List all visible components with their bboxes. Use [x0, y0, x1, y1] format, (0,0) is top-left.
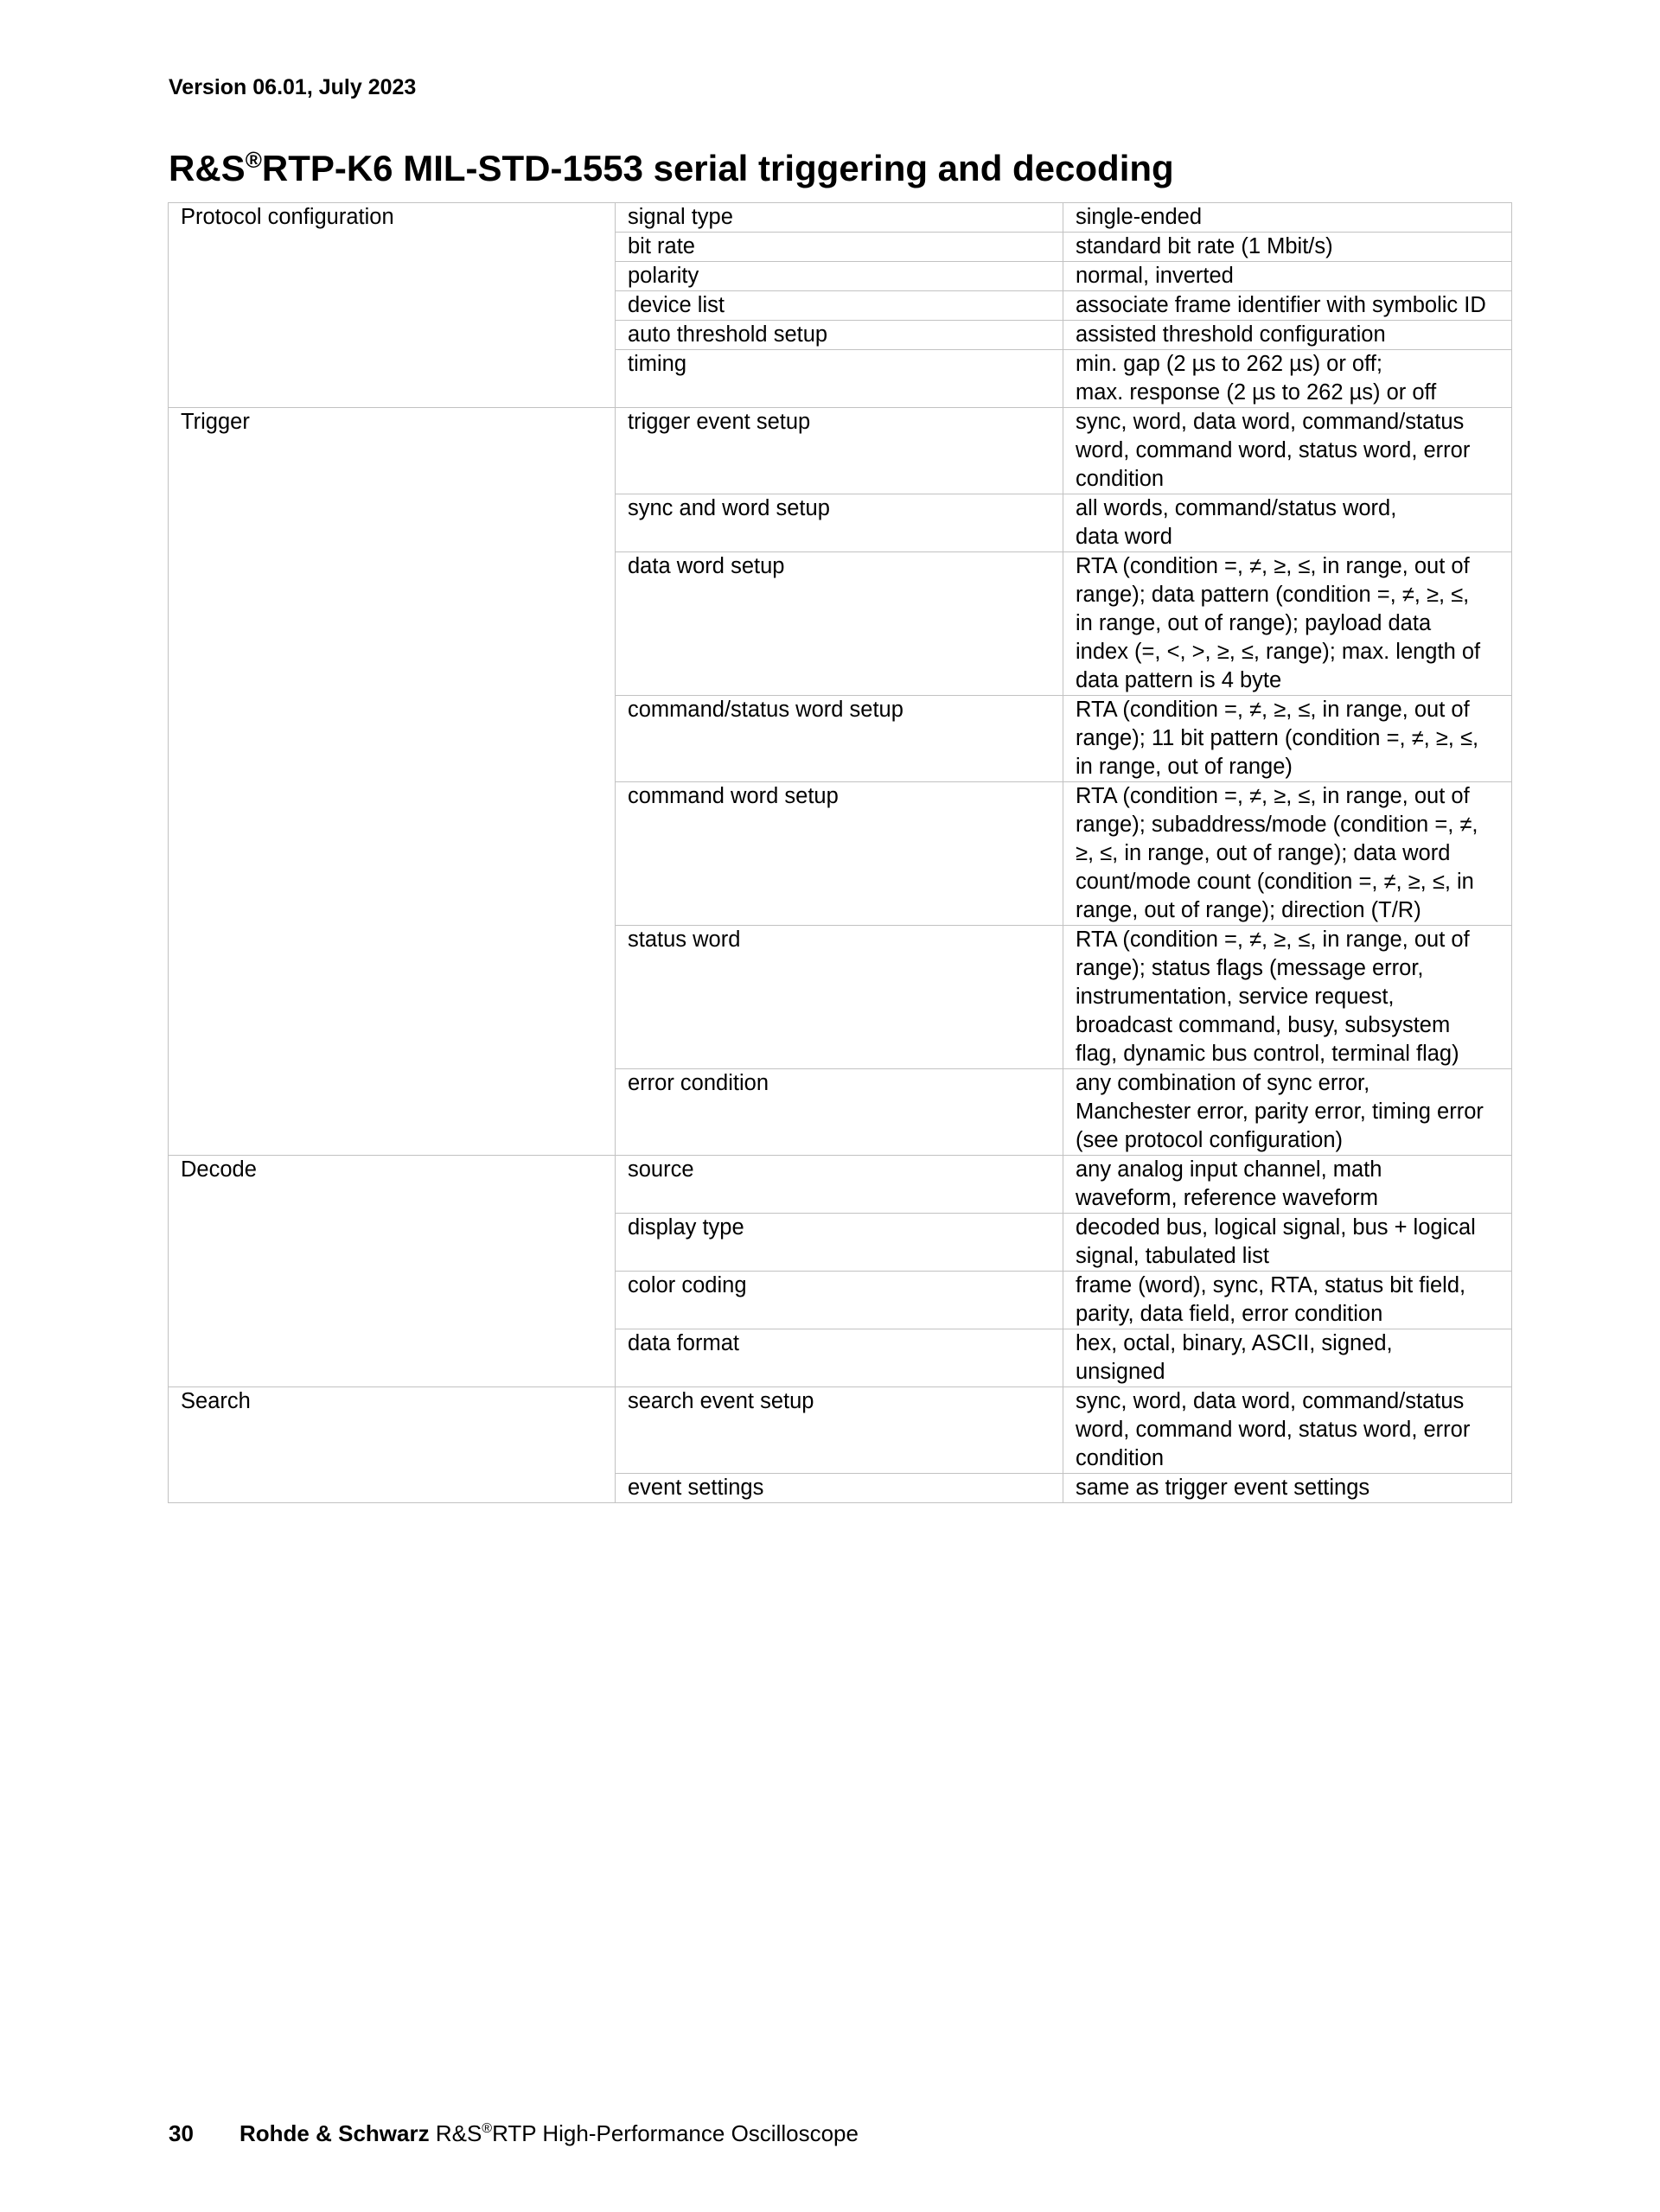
- value-cell: RTA (condition =, ≠, ≥, ≤, in range, out of range); status flags (message error, instrumentation, service request, broadcast command, busy, subsystem flag, dynamic bus control, terminal flag): [1063, 926, 1512, 1069]
- value-cell: frame (word), sync, RTA, status bit field, parity, data field, error condition: [1063, 1272, 1512, 1329]
- parameter-cell: trigger event setup: [616, 408, 1063, 494]
- value-cell: standard bit rate (1 Mbit/s): [1063, 233, 1512, 262]
- table-row: [169, 1387, 1512, 1474]
- value-cell: all words, command/status word, data word: [1063, 494, 1512, 552]
- value-cell: any combination of sync error, Manchester error, parity error, timing error (see protocol configuration): [1063, 1069, 1512, 1156]
- parameter-cell: device list: [616, 291, 1063, 321]
- value-cell: any analog input channel, math waveform, reference waveform: [1063, 1156, 1512, 1214]
- page-footer: [169, 2120, 859, 2147]
- parameter-cell: bit rate: [616, 233, 1063, 262]
- parameter-cell: event settings: [616, 1474, 1063, 1503]
- parameter-cell: source: [616, 1156, 1063, 1214]
- value-cell: same as trigger event settings: [1063, 1474, 1512, 1503]
- value-cell: decoded bus, logical signal, bus + logical signal, tabulated list: [1063, 1214, 1512, 1272]
- value-cell: normal, inverted: [1063, 262, 1512, 291]
- group-label: Decode: [169, 1156, 616, 1387]
- footer-product: RTP High-Performance Oscilloscope: [492, 2120, 859, 2146]
- specification-table: [168, 202, 1512, 1503]
- parameter-cell: data word setup: [616, 552, 1063, 696]
- group-label: Protocol configuration: [169, 203, 616, 408]
- value-cell: min. gap (2 µs to 262 µs) or off; max. response (2 µs to 262 µs) or off: [1063, 350, 1512, 408]
- value-cell: RTA (condition =, ≠, ≥, ≤, in range, out of range); subaddress/mode (condition =, ≠, ≥, ≤, in range, out of range); data word count/mode count (condition =, ≠, ≥, ≤, in range, out of range); direction (T/R): [1063, 782, 1512, 926]
- title-text: RTP-K6 MIL-STD-1553 serial triggering and decoding: [261, 148, 1174, 188]
- specification-table-body: [169, 203, 1512, 1503]
- parameter-cell: timing: [616, 350, 1063, 408]
- document-version: Version 06.01, July 2023: [169, 75, 417, 99]
- parameter-cell: auto threshold setup: [616, 321, 1063, 350]
- parameter-cell: sync and word setup: [616, 494, 1063, 552]
- parameter-cell: status word: [616, 926, 1063, 1069]
- parameter-cell: color coding: [616, 1272, 1063, 1329]
- footer-product-prefix: R&S: [435, 2120, 482, 2146]
- group-label: Search: [169, 1387, 616, 1503]
- value-cell: RTA (condition =, ≠, ≥, ≤, in range, out of range); data pattern (condition =, ≠, ≥, ≤, in range, out of range); payload data index (=, <, >, ≥, ≤, range); max. length of data pattern is 4 byte: [1063, 552, 1512, 696]
- footer-registered-mark: ®: [482, 2121, 493, 2136]
- parameter-cell: search event setup: [616, 1387, 1063, 1474]
- value-cell: hex, octal, binary, ASCII, signed, unsigned: [1063, 1329, 1512, 1387]
- group-label: Trigger: [169, 408, 616, 1156]
- parameter-cell: command/status word setup: [616, 696, 1063, 782]
- registered-mark: ®: [245, 147, 262, 173]
- value-cell: sync, word, data word, command/status word, command word, status word, error condition: [1063, 1387, 1512, 1474]
- table-row: [169, 1156, 1512, 1214]
- table-row: [169, 408, 1512, 494]
- footer-brand: Rohde & Schwarz: [239, 2120, 430, 2146]
- value-cell: associate frame identifier with symbolic ID: [1063, 291, 1512, 321]
- value-cell: assisted threshold configuration: [1063, 321, 1512, 350]
- parameter-cell: error condition: [616, 1069, 1063, 1156]
- parameter-cell: polarity: [616, 262, 1063, 291]
- title-prefix: R&S: [169, 148, 246, 188]
- value-cell: single-ended: [1063, 203, 1512, 233]
- parameter-cell: data format: [616, 1329, 1063, 1387]
- parameter-cell: display type: [616, 1214, 1063, 1272]
- page-number: 30: [169, 2120, 194, 2146]
- parameter-cell: command word setup: [616, 782, 1063, 926]
- value-cell: RTA (condition =, ≠, ≥, ≤, in range, out of range); 11 bit pattern (condition =, ≠, ≥, ≤, in range, out of range): [1063, 696, 1512, 782]
- value-cell: sync, word, data word, command/status word, command word, status word, error condition: [1063, 408, 1512, 494]
- section-title: [169, 147, 1174, 190]
- table-row: [169, 203, 1512, 233]
- parameter-cell: signal type: [616, 203, 1063, 233]
